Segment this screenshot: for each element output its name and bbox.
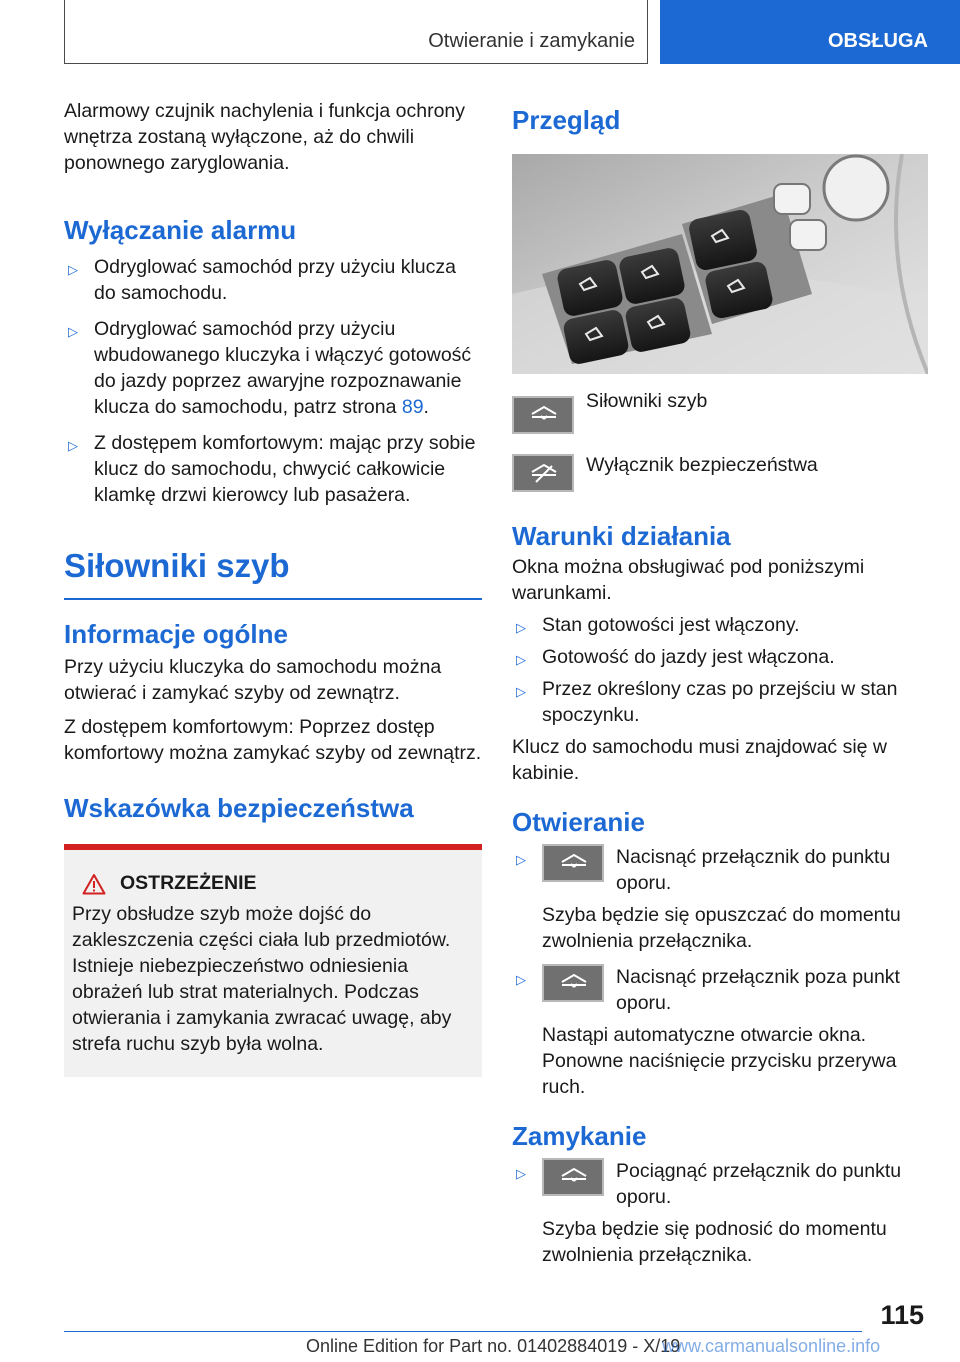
conditions-list bbox=[512, 612, 930, 728]
legend-row bbox=[512, 390, 930, 434]
alarm-heading: Wyłączanie alarmu bbox=[64, 215, 297, 245]
legend-row bbox=[512, 454, 930, 492]
section-title: Otwieranie i zamykanie bbox=[428, 30, 635, 52]
warning-title: OSTRZEŻENIE bbox=[120, 872, 257, 894]
window-switch-icon bbox=[542, 1158, 604, 1196]
triangle-bullet-icon: ▷ bbox=[516, 852, 526, 867]
list-item: ▷ Odryglować samochód przy użyciu wbudowanego kluczyka i włączyć gotowość do jazdy poprzez awaryjne rozpoznawanie klucza do samochodu, patrz strona 89. bbox=[68, 318, 472, 418]
list-item: ▷ Stan gotowości jest włączony. bbox=[512, 612, 930, 638]
list-item: ▷ Z dostępem komfortowym: mając przy sobie klucz do samochodu, chwycić całkowicie klamkę drzwi kierowcy lub pasażera. bbox=[68, 432, 476, 506]
warning-triangle-icon bbox=[82, 873, 106, 895]
footer-line bbox=[306, 1336, 881, 1357]
header-box bbox=[64, 0, 648, 64]
close-steps bbox=[512, 1158, 930, 1268]
main-heading: Siłowniki szyb bbox=[64, 547, 290, 584]
window-switch-icon bbox=[542, 844, 604, 882]
triangle-bullet-icon: ▷ bbox=[68, 438, 78, 453]
general-paragraph-1: Przy użyciu kluczyka do samochodu można otwierać i zamykać szyby od zewnątrz. bbox=[64, 656, 442, 704]
heading-rule bbox=[64, 598, 482, 600]
list-item bbox=[512, 1158, 930, 1268]
triangle-bullet-icon: ▷ bbox=[516, 684, 526, 699]
close-heading: Zamykanie bbox=[512, 1121, 647, 1151]
page-number: 115 bbox=[880, 1300, 924, 1330]
conditions-intro: Okna można obsługiwać pod poniższymi warunkami. bbox=[512, 556, 865, 604]
safety-switch-icon bbox=[512, 454, 574, 492]
step-action: Nacisnąć przełącznik poza punkt oporu. bbox=[616, 966, 900, 1014]
step-action: Nacisnąć przełącznik do punktu oporu. bbox=[616, 846, 891, 894]
triangle-bullet-icon: ▷ bbox=[68, 262, 78, 277]
window-switch-icon bbox=[542, 964, 604, 1002]
triangle-bullet-icon: ▷ bbox=[516, 972, 526, 987]
triangle-bullet-icon: ▷ bbox=[516, 620, 526, 635]
step-result: Szyba będzie się podnosić do momentu zwolnienia przełącznika. bbox=[542, 1218, 887, 1266]
warning-header bbox=[72, 872, 472, 895]
triangle-bullet-icon: ▷ bbox=[516, 1166, 526, 1181]
triangle-bullet-icon: ▷ bbox=[516, 652, 526, 667]
alarm-list bbox=[64, 254, 482, 508]
legend-label: Wyłącznik bezpieczeństwa bbox=[586, 454, 818, 476]
list-item: ▷ Odryglować samochód przy użyciu klucza do samochodu. bbox=[68, 256, 456, 304]
open-heading: Otwieranie bbox=[512, 807, 645, 837]
safety-heading: Wskazówka bezpieczeństwa bbox=[64, 793, 414, 823]
step-result: Nastąpi automatyczne otwarcie okna. Ponowne naciśnięcie przycisku przerywa ruch. bbox=[542, 1024, 897, 1098]
step-result: Szyba będzie się opuszczać do momentu zwolnienia przełącznika. bbox=[542, 904, 901, 952]
window-switch-panel-photo bbox=[512, 154, 928, 374]
open-steps bbox=[512, 844, 930, 1100]
edition-text: Online Edition for Part no. 01402884019 - X/19 bbox=[306, 1336, 681, 1356]
warning-box bbox=[64, 844, 482, 1077]
step-action: Pociągnąć przełącznik do punktu oporu. bbox=[616, 1160, 902, 1208]
list-item: ▷ Przez określony czas po przejściu w stan spoczynku. bbox=[516, 678, 898, 726]
footer-rule bbox=[64, 1331, 862, 1332]
watermark-text: www.carmanualsonline.info bbox=[662, 1336, 881, 1356]
conditions-heading: Warunki działania bbox=[512, 521, 731, 551]
legend-label: Siłowniki szyb bbox=[586, 390, 708, 412]
general-paragraph-2: Z dostępem komfortowym: Poprzez dostęp komfortowy można zamykać szyby od zewnątrz. bbox=[64, 716, 482, 764]
triangle-bullet-icon: ▷ bbox=[68, 324, 78, 339]
right-column bbox=[512, 98, 930, 1268]
window-switch-icon bbox=[512, 396, 574, 434]
page-reference-link[interactable]: 89 bbox=[401, 396, 424, 418]
intro-paragraph: Alarmowy czujnik nachylenia i funkcja ochrony wnętrza zostaną wyłączone, aż do chwili ponownego zaryglowania. bbox=[64, 100, 466, 174]
general-heading: Informacje ogólne bbox=[64, 619, 288, 649]
conditions-note: Klucz do samochodu musi znajdować się w kabinie. bbox=[512, 736, 888, 784]
list-item bbox=[512, 964, 930, 1100]
chapter-tab: OBSŁUGA bbox=[660, 0, 960, 64]
left-column bbox=[64, 98, 482, 1077]
warning-text: Przy obsłudze szyb może dojść do zakleszczenia części ciała lub przedmiotów. Istnieje niebezpieczeństwo odniesienia obrażeń lub strat materialnych. Podczas otwierania i zamykania zwracać uwagę, aby strefa ruchu szyb była wolna. bbox=[72, 903, 452, 1055]
overview-heading: Przegląd bbox=[512, 105, 621, 135]
list-item bbox=[512, 844, 930, 954]
list-item: ▷ Gotowość do jazdy jest włączona. bbox=[512, 644, 930, 670]
